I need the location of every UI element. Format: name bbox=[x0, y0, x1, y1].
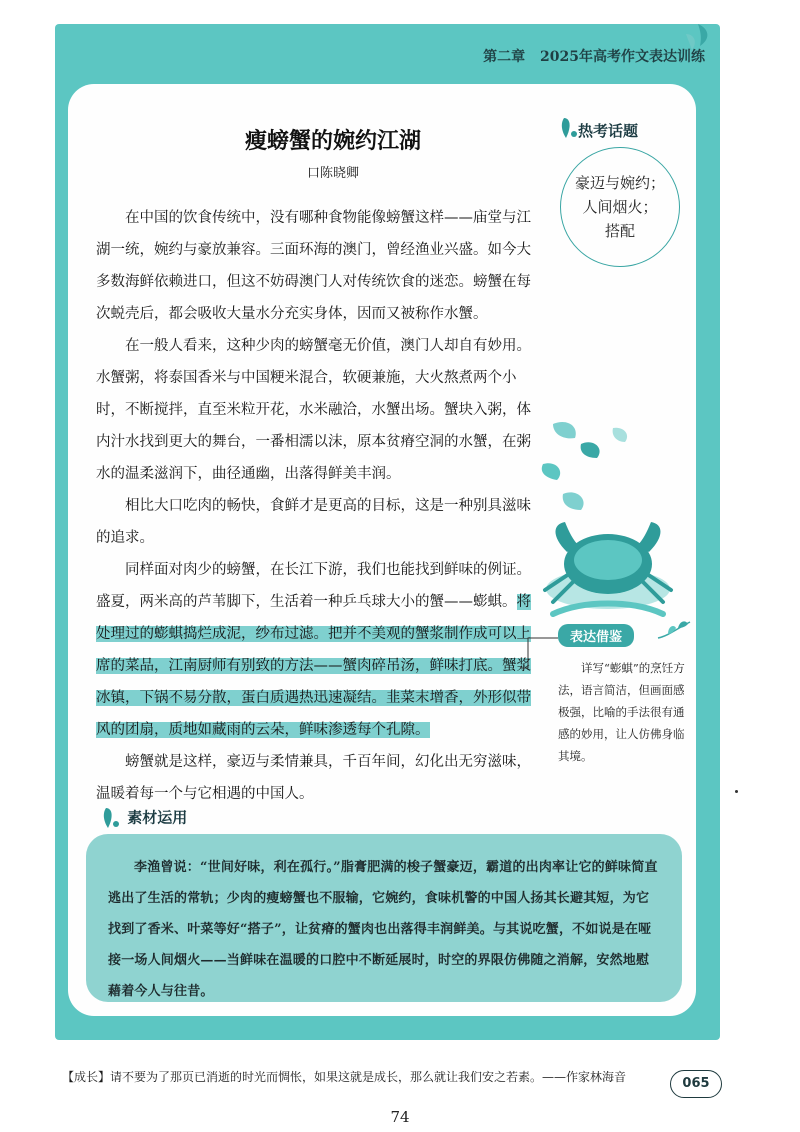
bookmark-leaf-icon bbox=[558, 116, 580, 142]
hot-topic-panel bbox=[558, 120, 686, 267]
dot-mark bbox=[735, 790, 738, 793]
page-number: 74 bbox=[390, 1108, 410, 1126]
material-label: 素材运用 bbox=[127, 808, 188, 827]
article-body bbox=[96, 202, 536, 810]
hot-topic-label: 热考话题 bbox=[578, 122, 639, 140]
paragraph-3: 相比大口吃肉的畅快，食鲜才是更高的目标，这是一种别具滋味的追求。 bbox=[96, 498, 531, 546]
page-badge: 065 bbox=[670, 1070, 722, 1098]
expression-label: 表达借鉴 bbox=[558, 624, 634, 647]
article-title: 瘦螃蟹的婉约江湖 bbox=[244, 128, 421, 154]
paragraph-4 bbox=[96, 554, 536, 746]
footer-quote: 【成长】请不要为了那页已消逝的时光而惆怅，如果这就是成长，那么就让我们安之若素。——作家林海音 bbox=[62, 1070, 627, 1084]
paragraph-2: 在一般人看来，这种少肉的螃蟹毫无价值，澳门人却自有妙用。水蟹粥，将泰国香米与中国粳米混合，软硬兼施，大火熬煮两个小时，不断搅拌，直至米粒开花，水米融洽，水蟹出场。蟹块入粥，体内汁水找到更大的舞台，一番相濡以沫，原本贫瘠空洞的水蟹，在粥水的温柔滋润下，曲径通幽，出落得鲜美丰润。 bbox=[96, 338, 531, 482]
material-text: 李渔曾说：“世间好味，利在孤行。”脂膏肥满的梭子蟹豪迈，霸道的出肉率让它的鲜味简直逃出了生活的常轨；少肉的瘦螃蟹也不服输，它婉约，食味机警的中国人扬其长避其短，为它找到了香米、叶菜等好“搭子”，让贫瘠的蟹肉也出落得丰润鲜美。与其说吃蟹，不如说是在哑接一场人间烟火——当鲜味在温暖的口腔中不断延展时，时空的界限仿佛随之消解，安然地慰藉着今人与往昔。 bbox=[108, 860, 658, 999]
hot-topic-line-1: 豪迈与婉约； bbox=[574, 174, 665, 192]
material-heading bbox=[100, 806, 187, 830]
crab-illustration-icon bbox=[523, 414, 693, 624]
paragraph-4-intro: 同样面对肉少的螃蟹，在长江下游，我们也能找到鲜味的例证。盛夏，两米高的芦苇脚下，生活着一种乒乓球大小的蟹——蟛蜞。 bbox=[96, 562, 531, 610]
expression-note bbox=[558, 624, 688, 767]
book-title: 2025年高考作文表达训练 bbox=[540, 49, 705, 65]
paragraph-closing: 螃蟹就是这样，豪迈与柔情兼具，千百年间，幻化出无穷滋味，温暖着每一个与它相遇的中国人。 bbox=[96, 754, 531, 802]
leaf-sprig-icon bbox=[654, 618, 694, 642]
hot-topic-circle bbox=[560, 147, 680, 267]
connector-line-icon bbox=[518, 632, 560, 672]
hot-topic-line-3: 搭配 bbox=[604, 222, 635, 240]
article-author: 口陈晓卿 bbox=[306, 166, 359, 181]
hot-topic-line-2: 人间烟火； bbox=[582, 198, 658, 216]
highlighted-passage: 将处理过的蟛蜞捣烂成泥，纱布过滤。把并不美观的蟹浆制作成可以上席的菜品，江南厨师有别致的方法——蟹肉碎吊汤，鲜味打底。蟹浆冰镇，下锅不易分散，蛋白质遇热迅速凝结。韭菜末增香，外形似带风的团扇，质地如藏雨的云朵，鲜味渗透每个孔隙。 bbox=[96, 594, 531, 738]
expression-text: 详写“蟛蜞”的烹饪方法，语言简洁，但画面感极强，比喻的手法很有通感的妙用，让人仿佛身临其境。 bbox=[558, 661, 685, 763]
paragraph-1: 在中国的饮食传统中，没有哪种食物能像螃蟹这样——庙堂与江湖一统，婉约与豪放兼容。三面环海的澳门，曾经渔业兴盛。如今大多数海鲜依赖进口，但这不妨碍澳门人对传统饮食的迷恋。螃蟹在每次蜕壳后，都会吸收大量水分充实身体，因而又被称作水蟹。 bbox=[96, 210, 531, 322]
running-header bbox=[483, 46, 705, 66]
material-box bbox=[86, 834, 682, 1002]
chapter-label: 第二章 bbox=[483, 49, 526, 65]
article-card bbox=[68, 84, 696, 1016]
bookmark-leaf-icon bbox=[100, 806, 122, 830]
